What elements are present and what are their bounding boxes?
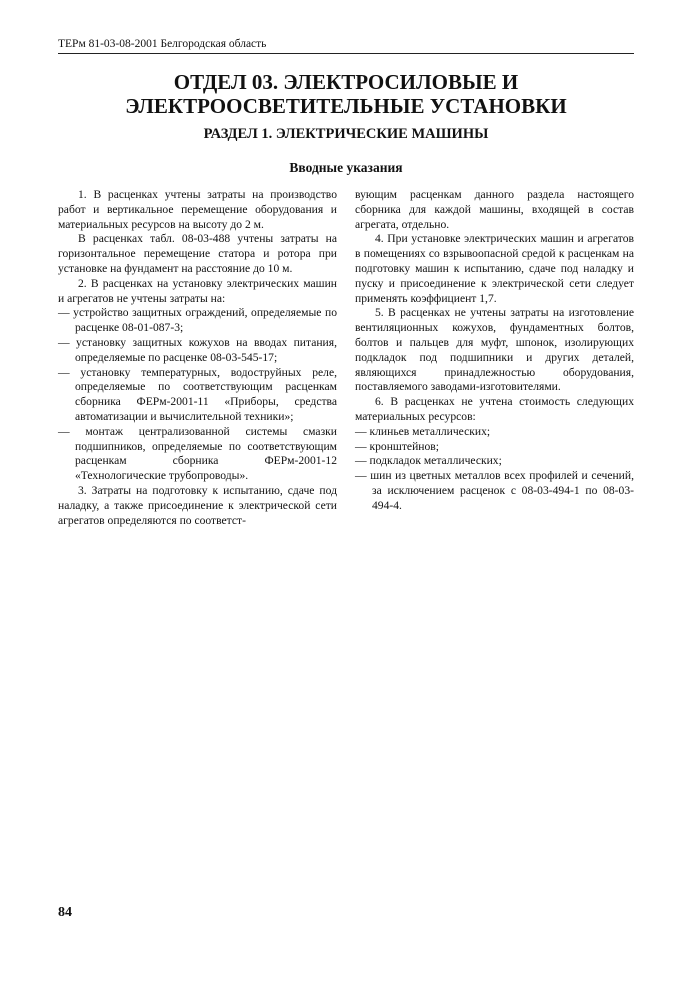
paragraph: 2. В расценках на установку электрических машин и агрегатов не учтены затраты на: <box>58 276 337 305</box>
left-column <box>58 188 337 528</box>
paragraph: вующим расценкам данного раздела настоящего сборника для каждой машины, входящей в состав агрегата, отдельно. <box>355 188 634 231</box>
division-title <box>58 70 634 118</box>
paragraph: 3. Затраты на подготовку к испытанию, сдаче под наладку, а также присоединение к электрической сети агрегатов определяются по соответст- <box>58 483 337 527</box>
list-item: — монтаж централизованной системы смазки подшипников, определяемые по соответствующим расценкам сборника ФЕРм-2001-12 «Технологические трубопроводы». <box>58 424 337 483</box>
list-item: — подкладок металлических; <box>355 454 502 468</box>
list-item: — шин из цветных металлов всех профилей и сечений, за исключением расценок с 08-03-494-1 по 08-03-494-4. <box>355 469 634 512</box>
paragraph: 5. В расценках не учтены затраты на изготовление вентиляционных кожухов, фундаментных болтов, болтов и пальцев для муфт, шпонок, изолирующих подкладок под подшипники и других деталей, являющихся принадлежностью оборудования, поставляемого заводами-изготовителями. <box>355 306 634 394</box>
right-column <box>355 188 634 514</box>
section-title: РАЗДЕЛ 1. ЭЛЕКТРИЧЕСКИЕ МАШИНЫ <box>203 126 489 142</box>
list-item: — установку температурных, водоструйных реле, определяемые по соответствующим расценкам сборника ФЕРм-2001-11 «Приборы, средства автоматизации и вычислительной техники»; <box>58 365 337 423</box>
paragraph: 6. В расценках не учтена стоимость следующих материальных ресурсов: <box>355 395 634 423</box>
list-item: — установку защитных кожухов на вводах питания, определяемые по расценке 08-03-545-17; <box>58 335 337 364</box>
paragraph: В расценках табл. 08-03-488 учтены затраты на горизонтальное перемещение статора и ротора при установке на фундамент на расстояние до 10 м. <box>58 232 337 275</box>
list-item: — кронштейнов; <box>355 439 439 453</box>
division-title-line-1: ОТДЕЛ 03. ЭЛЕКТРОСИЛОВЫЕ И <box>173 70 519 94</box>
paragraph: 1. В расценках учтены затраты на производство работ и вертикальное перемещение оборудования и материальных ресурсов на высоту до 2 м. <box>58 188 337 231</box>
list-item: — устройство защитных ограждений, определяемые по расценке 08-01-087-3; <box>58 306 337 335</box>
intro-heading: Вводные указания <box>289 160 403 175</box>
paragraph: 4. При установке электрических машин и агрегатов в помещениях со взрывоопасной средой к расценкам на подготовку машин к испытанию, сдаче под наладку и пуску и присоединение к электрической сети следует применять коэффициент 1,7. <box>355 232 634 305</box>
page-number: 84 <box>58 905 72 920</box>
list-item: — клиньев металлических; <box>355 424 491 438</box>
running-header: ТЕРм 81-03-08-2001 Белгородская область <box>58 38 634 54</box>
division-title-line-2: ЭЛЕКТРООСВЕТИТЕЛЬНЫЕ УСТАНОВКИ <box>125 94 567 118</box>
